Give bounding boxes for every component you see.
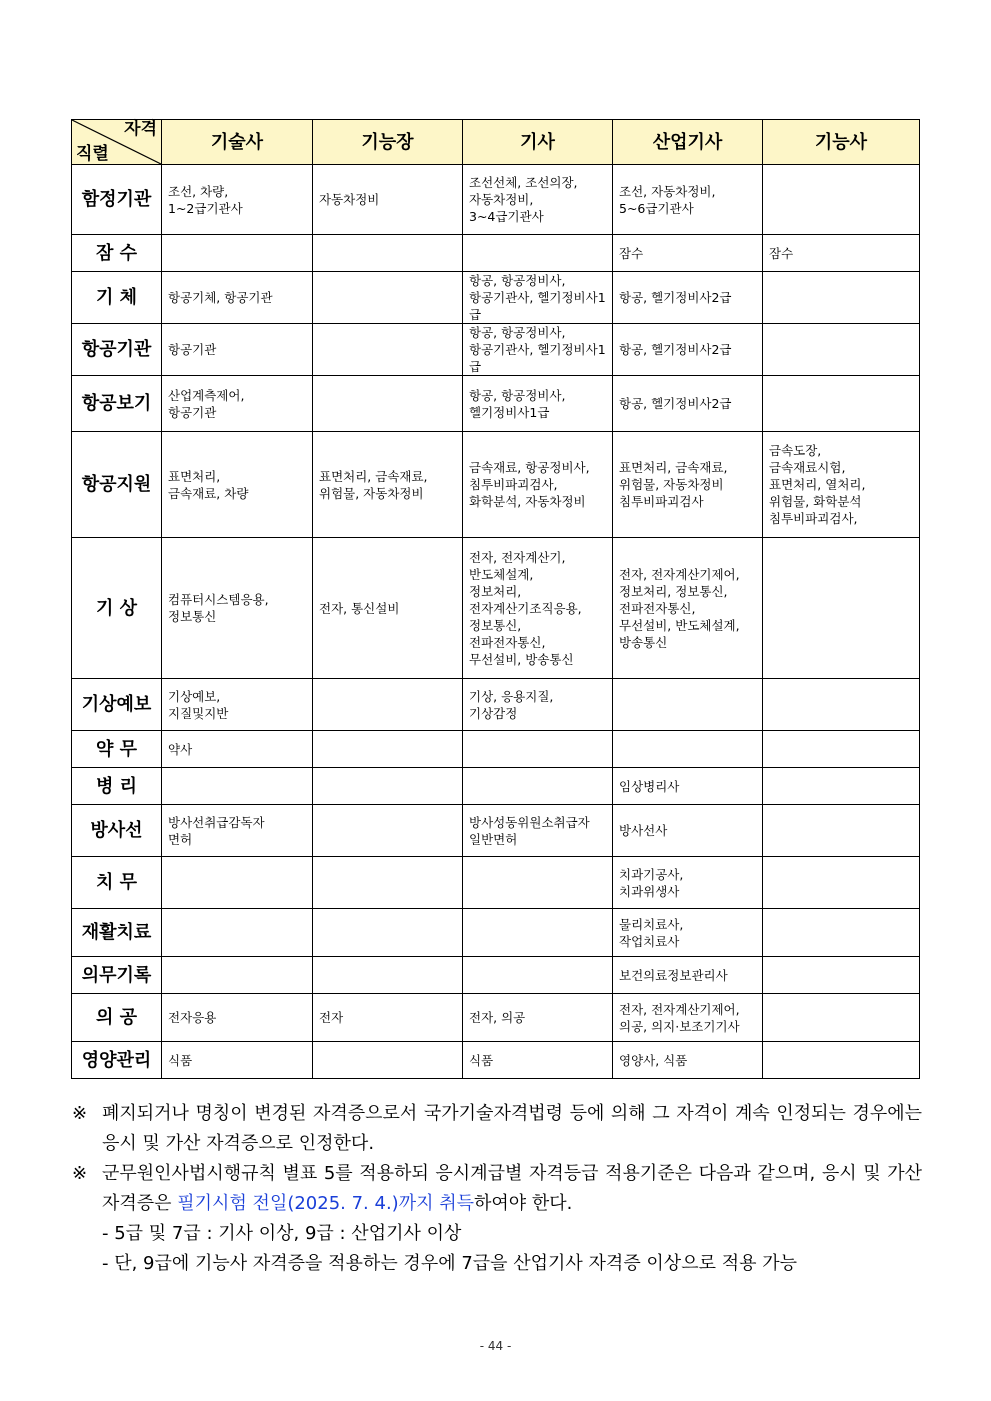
table-cell bbox=[463, 165, 613, 235]
corner-bottom-label: 직렬 bbox=[76, 144, 109, 164]
table-cell bbox=[162, 272, 313, 324]
table-cell bbox=[613, 376, 763, 432]
table-row bbox=[72, 1042, 920, 1079]
table-row bbox=[72, 857, 920, 909]
cell-text: 항공, 항공정비사, 항공기관사, 헬기정비사1급 bbox=[469, 325, 606, 374]
cell-text: 항공, 헬기정비사2급 bbox=[619, 342, 732, 357]
table-cell bbox=[463, 857, 613, 909]
table-row bbox=[72, 909, 920, 957]
table-cell bbox=[463, 235, 613, 272]
page-number: - 44 - bbox=[479, 1339, 512, 1353]
table-row bbox=[72, 957, 920, 994]
header-cell: 기능장 bbox=[313, 120, 463, 165]
table-cell bbox=[613, 679, 763, 731]
qualification-table bbox=[71, 119, 920, 1079]
table-cell bbox=[463, 805, 613, 857]
table-cell bbox=[463, 1042, 613, 1079]
note-2-highlight: 필기시험 전일(2025. 7. 4.)까지 취득 bbox=[177, 1193, 474, 1214]
dash-item-1: - 5급 및 7급 : 기사 이상, 9급 : 산업기사 이상 bbox=[102, 1223, 462, 1244]
cell-text: 전자 bbox=[319, 1010, 344, 1025]
header-cell: 기사 bbox=[463, 120, 613, 165]
table-cell bbox=[463, 994, 613, 1042]
table-cell bbox=[463, 731, 613, 768]
table-cell bbox=[162, 235, 313, 272]
job-label: 잠 수 bbox=[72, 235, 162, 272]
table-cell bbox=[763, 538, 920, 679]
table-cell bbox=[313, 805, 463, 857]
cell-text: 전자, 전자계산기제어, 의공, 의지·보조기기사 bbox=[619, 1001, 740, 1034]
corner-header bbox=[72, 120, 162, 165]
table-cell bbox=[162, 994, 313, 1042]
job-label: 방사선 bbox=[72, 805, 162, 857]
table-cell bbox=[162, 731, 313, 768]
cell-text: 표면처리, 금속재료, 위험물, 자동차정비 bbox=[319, 468, 428, 501]
table-cell bbox=[763, 857, 920, 909]
cell-text: 식품 bbox=[469, 1052, 494, 1068]
cell-text: 기상예보, 지질및지반 bbox=[168, 688, 229, 721]
cell-text: 영양사, 식품 bbox=[619, 1052, 688, 1068]
cell-text: 잠수 bbox=[769, 245, 794, 261]
cell-text: 항공기체, 항공기관 bbox=[168, 290, 273, 305]
header-cell: 기술사 bbox=[162, 120, 313, 165]
table-cell bbox=[763, 805, 920, 857]
table-cell bbox=[162, 538, 313, 679]
cell-text: 산업계측제어, 항공기관 bbox=[168, 387, 245, 420]
table-cell bbox=[463, 957, 613, 994]
table-cell bbox=[613, 538, 763, 679]
table-cell bbox=[463, 909, 613, 957]
note-1-text: 폐지되거나 명칭이 변경된 자격증으로서 국가기술자격법령 등에 의해 그 자격이 계속 인정되는 경우에는 응시 및 가산 자격증으로 인정한다. bbox=[102, 1103, 922, 1154]
table-cell bbox=[313, 909, 463, 957]
table-cell bbox=[313, 538, 463, 679]
table-cell bbox=[613, 994, 763, 1042]
job-label: 의 공 bbox=[72, 994, 162, 1042]
table-cell bbox=[613, 432, 763, 538]
cell-text: 항공, 항공정비사, 헬기정비사1급 bbox=[469, 387, 566, 420]
cell-text: 조선, 자동차정비, 5~6급기관사 bbox=[619, 183, 716, 216]
table-row bbox=[72, 538, 920, 679]
job-label: 기상예보 bbox=[72, 679, 162, 731]
table-cell bbox=[763, 1042, 920, 1079]
cell-text: 전자, 전자계산기, 반도체설계, 정보처리, 전자계산기조직응용, 정보통신, 전파전자통신, 무선설비, 방송통신 bbox=[469, 549, 582, 667]
table-cell bbox=[313, 272, 463, 324]
job-label: 의무기록 bbox=[72, 957, 162, 994]
table-cell bbox=[162, 679, 313, 731]
table-cell bbox=[313, 679, 463, 731]
table-cell bbox=[313, 376, 463, 432]
table-cell bbox=[313, 165, 463, 235]
job-label: 항공지원 bbox=[72, 432, 162, 538]
cell-text: 전자, 의공 bbox=[469, 1010, 526, 1025]
job-label: 항공기관 bbox=[72, 324, 162, 376]
job-label: 함정기관 bbox=[72, 165, 162, 235]
table-cell bbox=[463, 768, 613, 805]
table-cell bbox=[763, 909, 920, 957]
table-cell bbox=[313, 857, 463, 909]
table-row bbox=[72, 376, 920, 432]
cell-text: 항공, 헬기정비사2급 bbox=[619, 290, 732, 305]
table-row bbox=[72, 165, 920, 235]
table-cell bbox=[162, 376, 313, 432]
cell-text: 보건의료정보관리사 bbox=[619, 967, 728, 983]
table-cell bbox=[162, 957, 313, 994]
table-cell bbox=[613, 235, 763, 272]
table-cell bbox=[613, 1042, 763, 1079]
table-cell bbox=[313, 994, 463, 1042]
table-cell bbox=[463, 679, 613, 731]
table-cell bbox=[763, 731, 920, 768]
table-cell bbox=[763, 376, 920, 432]
table-cell bbox=[162, 324, 313, 376]
table-cell bbox=[763, 768, 920, 805]
table-row bbox=[72, 805, 920, 857]
table-cell bbox=[763, 235, 920, 272]
note-2-text bbox=[102, 1159, 922, 1219]
cell-text: 조선선체, 조선의장, 자동차정비, 3~4급기관사 bbox=[469, 175, 578, 224]
table-cell bbox=[613, 731, 763, 768]
note-2 bbox=[72, 1159, 922, 1219]
table-cell bbox=[162, 857, 313, 909]
table-cell bbox=[463, 538, 613, 679]
cell-text: 항공, 항공정비사, 항공기관사, 헬기정비사1급 bbox=[469, 273, 606, 322]
table-row bbox=[72, 679, 920, 731]
cell-text: 금속재료, 항공정비사, 침투비파괴검사, 화학분석, 자동차정비 bbox=[469, 460, 590, 509]
job-label: 치 무 bbox=[72, 857, 162, 909]
table-cell bbox=[613, 272, 763, 324]
cell-text: 치과기공사, 치과위생사 bbox=[619, 866, 684, 899]
cell-text: 전자응용 bbox=[168, 1010, 217, 1025]
cell-text: 임상병리사 bbox=[619, 778, 680, 794]
table-cell bbox=[763, 432, 920, 538]
table-cell bbox=[162, 432, 313, 538]
table-row bbox=[72, 768, 920, 805]
table-cell bbox=[313, 324, 463, 376]
note-mark: ※ bbox=[72, 1103, 88, 1124]
table-cell bbox=[613, 909, 763, 957]
table-cell bbox=[463, 324, 613, 376]
table-row bbox=[72, 432, 920, 538]
note-1 bbox=[72, 1099, 922, 1159]
table-cell bbox=[463, 376, 613, 432]
table-cell bbox=[763, 324, 920, 376]
table-cell bbox=[613, 957, 763, 994]
job-label: 병 리 bbox=[72, 768, 162, 805]
job-label: 영양관리 bbox=[72, 1042, 162, 1079]
table-cell bbox=[313, 235, 463, 272]
table-cell bbox=[763, 165, 920, 235]
table-row bbox=[72, 994, 920, 1042]
cell-text: 식품 bbox=[168, 1052, 193, 1068]
note-2-part-b: 하여야 한다. bbox=[473, 1193, 573, 1214]
cell-text: 전자, 통신설비 bbox=[319, 600, 400, 616]
header-cell: 산업기사 bbox=[613, 120, 763, 165]
cell-text: 표면처리, 금속재료, 위험물, 자동차정비 침투비파괴검사 bbox=[619, 460, 728, 509]
cell-text: 방사성동위원소취급자 일반면허 bbox=[469, 814, 590, 847]
cell-text: 조선, 차량, 1~2급기관사 bbox=[168, 183, 243, 216]
table-cell bbox=[613, 805, 763, 857]
table-body bbox=[72, 165, 920, 1079]
job-label: 재활치료 bbox=[72, 909, 162, 957]
cell-text: 물리치료사, 작업치료사 bbox=[619, 916, 684, 949]
job-label: 기 상 bbox=[72, 538, 162, 679]
table-row bbox=[72, 235, 920, 272]
cell-text: 항공기관 bbox=[168, 342, 217, 357]
table-cell bbox=[613, 324, 763, 376]
note-mark: ※ bbox=[72, 1163, 88, 1184]
table-cell bbox=[162, 165, 313, 235]
header-row bbox=[72, 120, 920, 165]
table-cell bbox=[162, 805, 313, 857]
notes bbox=[72, 1099, 922, 1279]
cell-text: 잠수 bbox=[619, 245, 644, 261]
table-cell bbox=[313, 957, 463, 994]
job-label: 항공보기 bbox=[72, 376, 162, 432]
cell-text: 약사 bbox=[168, 741, 193, 757]
job-label: 약 무 bbox=[72, 731, 162, 768]
table-row bbox=[72, 272, 920, 324]
table-cell bbox=[313, 768, 463, 805]
table-cell bbox=[463, 272, 613, 324]
table-cell bbox=[613, 165, 763, 235]
table-cell bbox=[162, 768, 313, 805]
corner-top-label: 자격 bbox=[124, 119, 157, 139]
header-cell: 기능사 bbox=[763, 120, 920, 165]
cell-text: 표면처리, 금속재료, 차량 bbox=[168, 468, 249, 501]
table-row bbox=[72, 324, 920, 376]
cell-text: 전자, 전자계산기제어, 정보처리, 정보통신, 전파전자통신, 무선설비, 반도체설계, 방송통신 bbox=[619, 566, 740, 650]
table-cell bbox=[463, 432, 613, 538]
table-cell bbox=[763, 679, 920, 731]
table-cell bbox=[313, 1042, 463, 1079]
table-cell bbox=[313, 432, 463, 538]
cell-text: 자동차정비 bbox=[319, 192, 380, 207]
cell-text: 기상, 응용지질, 기상감정 bbox=[469, 688, 554, 721]
table-row bbox=[72, 731, 920, 768]
table-cell bbox=[613, 768, 763, 805]
cell-text: 항공, 헬기정비사2급 bbox=[619, 396, 732, 411]
cell-text: 방사선사 bbox=[619, 823, 668, 838]
table-cell bbox=[763, 272, 920, 324]
table-cell bbox=[162, 909, 313, 957]
cell-text: 방사선취급감독자 면허 bbox=[168, 814, 265, 847]
table-cell bbox=[763, 994, 920, 1042]
cell-text: 컴퓨터시스템응용, 정보통신 bbox=[168, 592, 269, 624]
note-2-part-a: 군무원인사법시행규칙 별표 5를 적용하되 응시계급별 자격등급 적용기준은 다음과 같으며, 응시 및 가산 자격증은 bbox=[102, 1163, 922, 1214]
table-cell bbox=[613, 857, 763, 909]
cell-text: 금속도장, 금속재료시험, 표면처리, 열처리, 위험물, 화학분석 침투비파괴검사, bbox=[769, 443, 866, 526]
table-cell bbox=[763, 957, 920, 994]
table-cell bbox=[313, 731, 463, 768]
table-cell bbox=[162, 1042, 313, 1079]
dash-item-2: - 단, 9급에 기능사 자격증을 적용하는 경우에 7급을 산업기사 자격증 이상으로 적용 가능 bbox=[102, 1253, 797, 1274]
job-label: 기 체 bbox=[72, 272, 162, 324]
